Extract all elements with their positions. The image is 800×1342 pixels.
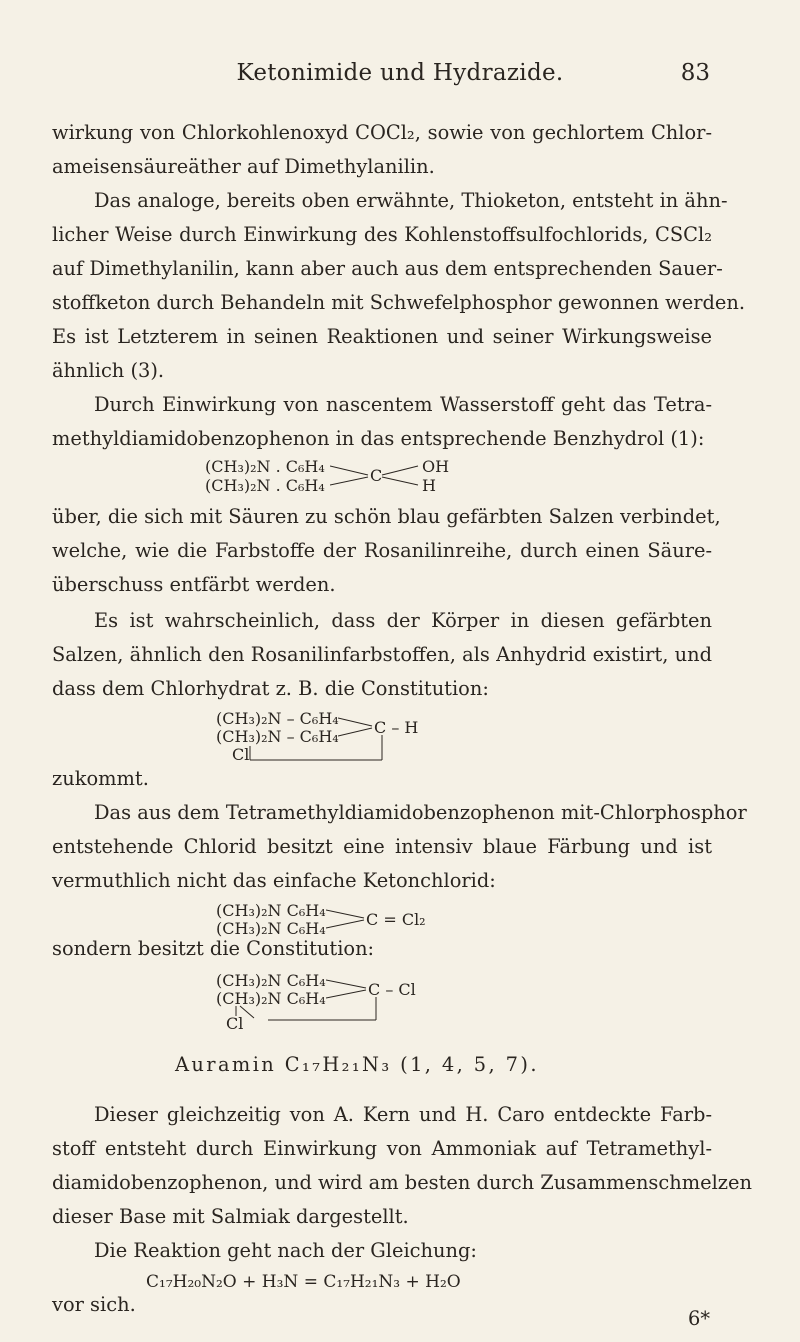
text-line: vermuthlich nicht das einfache Ketonchlorid: [52, 869, 496, 892]
running-head: Ketonimide und Hydrazide. [236, 60, 564, 86]
formula-row: (CH₃)₂N . C₆H₄ [205, 457, 325, 476]
text-line: sondern besitzt die Constitution: [52, 937, 375, 960]
section-heading: Auramin C₁₇H₂₁N₃ (1, 4, 5, 7). [175, 1053, 539, 1076]
formula-row: (CH₃)₂N C₆H₄ [216, 989, 326, 1008]
reaction-equation: C₁₇H₂₀N₂O + H₃N = C₁₇H₂₁N₃ + H₂O [146, 1272, 461, 1292]
formula-center: C – H [374, 718, 419, 737]
text-line: Das aus dem Tetramethyldiamidobenzophenon mit-Chlorphosphor [94, 801, 747, 824]
formula-row: (CH₃)₂N – C₆H₄ [216, 727, 339, 746]
page-number: 83 [680, 60, 710, 86]
text-line: stoff entsteht durch Einwirkung von Ammoniak auf Tetramethyl- [52, 1137, 712, 1160]
text-line: überschuss entfärbt werden. [52, 573, 336, 596]
text-line: auf Dimethylanilin, kann aber auch aus dem entsprechenden Sauer- [52, 257, 723, 280]
formula-row: (CH₃)₂N C₆H₄ [216, 971, 326, 990]
formula-row: (CH₃)₂N C₆H₄ [216, 919, 326, 938]
text-line: dieser Base mit Salmiak dargestellt. [52, 1205, 409, 1228]
bond-lines [226, 1004, 386, 1044]
text-line: Die Reaktion geht nach der Gleichung: [94, 1239, 477, 1262]
text-line: Dieser gleichzeitig von A. Kern und H. Caro entdeckte Farb- [94, 1103, 712, 1126]
text-line: licher Weise durch Einwirkung des Kohlenstoffsulfochlorids, CSCl₂ [52, 223, 712, 246]
formula-cl: Cl [232, 745, 250, 764]
text-line: wirkung von Chlorkohlenoxyd COCl₂, sowie von gechlortem Chlor- [52, 121, 712, 144]
text-line: Salzen, ähnlich den Rosanilinfarbstoffen, als Anhydrid existirt, und [52, 643, 712, 666]
text-line: ähnlich (3). [52, 359, 165, 382]
formula-center: C = Cl₂ [366, 910, 426, 929]
formula-row: (CH₃)₂N . C₆H₄ [205, 476, 325, 495]
text-line: Durch Einwirkung von nascentem Wasserstoff geht das Tetra- [94, 393, 712, 416]
formula-row: (CH₃)₂N C₆H₄ [216, 901, 326, 920]
text-line: Das analoge, bereits oben erwähnte, Thioketon, entsteht in ähn- [94, 189, 728, 212]
text-line: zukommt. [52, 767, 149, 790]
formula-right: H [422, 476, 436, 495]
text-line: diamidobenzophenon, und wird am besten durch Zusammenschmelzen [52, 1171, 752, 1194]
formula-center: C – Cl [368, 980, 416, 999]
text-line: stoffketon durch Behandeln mit Schwefelphosphor gewonnen werden. [52, 291, 746, 314]
text-line: ameisensäureäther auf Dimethylanilin. [52, 155, 435, 178]
text-line: entstehende Chlorid besitzt eine intensiv blaue Färbung und ist [52, 835, 712, 858]
formula-cl: Cl [226, 1014, 244, 1033]
formula-center: C [370, 466, 383, 485]
text-line: methyldiamidobenzophenon in das entsprechende Benzhydrol (1): [52, 427, 705, 450]
page-header [0, 58, 800, 98]
formula-right: OH [422, 457, 450, 476]
signature-mark: 6* [688, 1307, 711, 1330]
text-line: Es ist Letzterem in seinen Reaktionen und seiner Wirkungsweise [52, 325, 712, 348]
text-line: welche, wie die Farbstoffe der Rosanilinreihe, durch einen Säure- [52, 539, 712, 562]
text-line: vor sich. [52, 1293, 136, 1316]
text-line: Es ist wahrscheinlich, dass der Körper in diesen gefärbten [94, 609, 712, 632]
formula-row: (CH₃)₂N – C₆H₄ [216, 709, 339, 728]
bond-lines [232, 744, 382, 764]
text-line: über, die sich mit Säuren zu schön blau gefärbten Salzen verbindet, [52, 505, 721, 528]
text-line: dass dem Chlorhydrat z. B. die Constitution: [52, 677, 489, 700]
